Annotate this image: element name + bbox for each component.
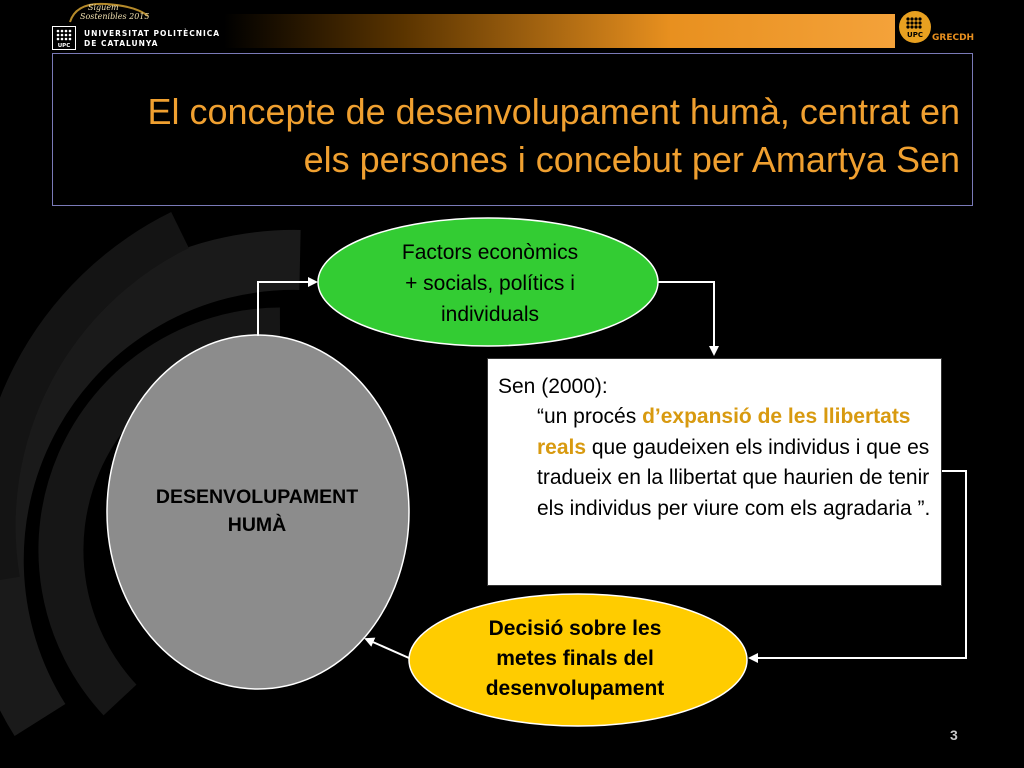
connector-factors-to-sen <box>658 282 714 354</box>
connector-central-to-factors <box>258 282 316 336</box>
upc-logo-text: UPC <box>57 43 71 49</box>
central-line2: HUMÀ <box>227 514 287 536</box>
factors-line1: Factors econòmics <box>401 241 579 264</box>
factors-line2: + socials, polítics i <box>405 272 575 295</box>
grecdh-logo-text: UPC <box>907 31 923 39</box>
page-number: 3 <box>950 727 958 743</box>
quote-start: “un procés <box>537 405 643 428</box>
decisio-line1: Decisió sobre les <box>488 617 662 640</box>
central-line1: DESENVOLUPAMENT <box>155 486 359 508</box>
group-name: GRECDH <box>932 33 975 43</box>
sen-heading: Sen (2000): <box>498 375 608 398</box>
slogan-line2: Sostenibles 2015 <box>80 12 150 21</box>
decisio-line2: metes finals del <box>496 647 654 670</box>
quote-end: que gaudeixen els individus i que es tradueix en la llibertat que haurien de tenir els individus per viure com els agradaria ”. <box>537 435 931 520</box>
title-line2: els persones i concebut per Amartya Sen <box>303 139 960 180</box>
connector-decisio-to-central <box>366 639 409 658</box>
factors-line3: individuals <box>440 303 540 326</box>
decisio-label <box>430 614 720 704</box>
central-label <box>112 483 402 539</box>
sen-quote-box[interactable] <box>487 358 942 586</box>
university-line2: DE CATALUNYA <box>84 39 159 48</box>
university-line1: UNIVERSITAT POLITÈCNICA <box>84 29 221 38</box>
quote-highlight: d’expansió de les llibertats reals <box>537 405 911 459</box>
factors-label <box>360 237 620 330</box>
title-line1: El concepte de desenvolupament humà, centrat en <box>147 91 960 132</box>
sen-quote <box>537 402 937 524</box>
decisio-line3: desenvolupament <box>485 677 665 700</box>
slogan-line1: Siguem <box>88 3 119 12</box>
